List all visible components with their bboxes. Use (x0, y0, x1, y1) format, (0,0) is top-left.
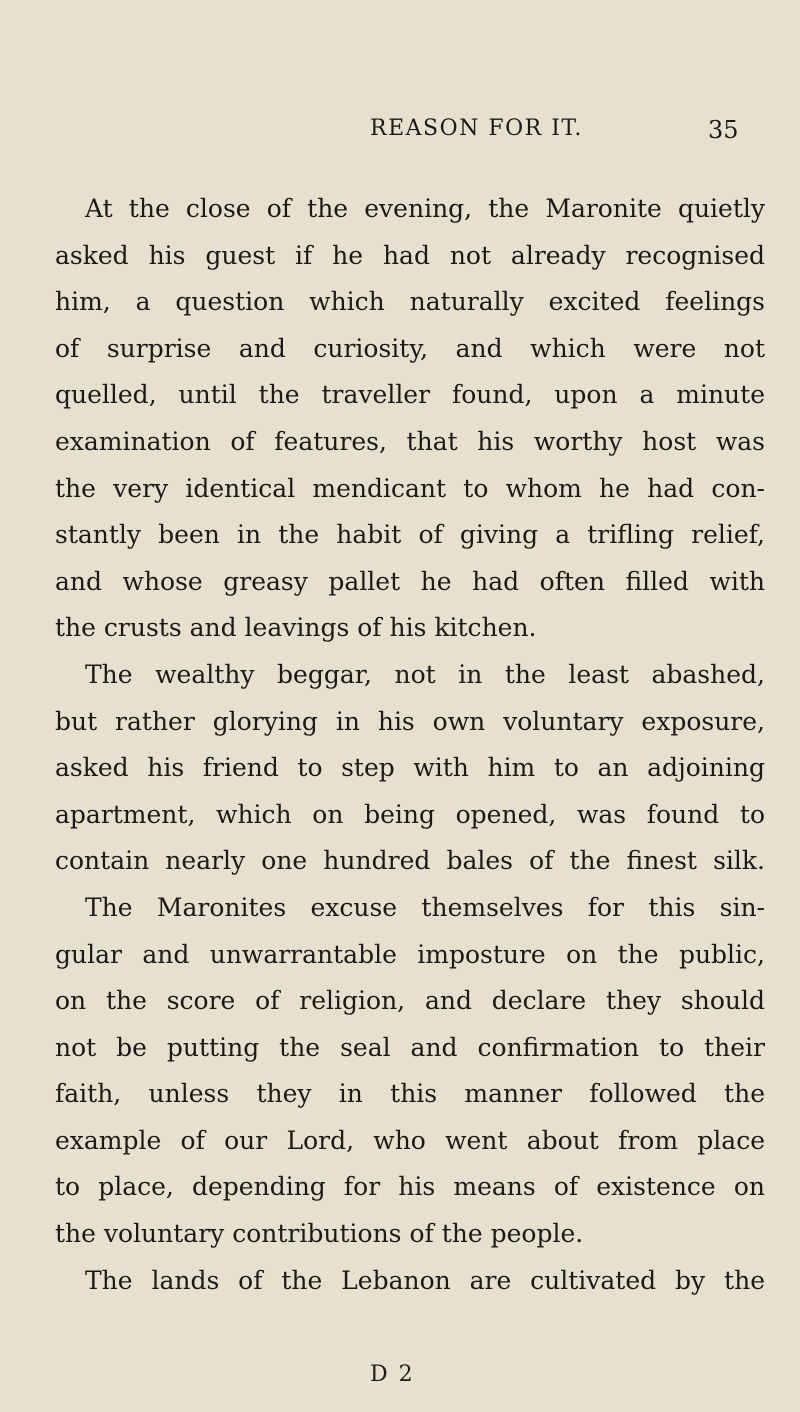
text-line: The Maronites excuse themselves for this sin- (85, 892, 765, 922)
text-line: to place, depending for his means of existence on (55, 1172, 765, 1202)
page-number: 35 (708, 116, 739, 144)
text-line: the very identical mendicant to whom he had con- (55, 473, 765, 503)
text-line: apartment, which on being opened, was found to (55, 799, 765, 829)
text-line: not be putting the seal and confirmation to their (55, 1032, 765, 1062)
text-line: gular and unwarrantable imposture on the public, (55, 939, 765, 969)
running-head (0, 116, 800, 146)
text-line: faith, unless they in this manner followed the (55, 1079, 765, 1109)
text-line: the crusts and leavings of his kitchen. (55, 613, 537, 643)
text-line: At the close of the evening, the Maronite quietly (85, 194, 765, 223)
text-line: The lands of the Lebanon are cultivated by the (85, 1265, 765, 1295)
running-title: REASON FOR IT. (370, 116, 583, 141)
text-line: but rather glorying in his own voluntary exposure, (55, 706, 765, 736)
text-line: The wealthy beggar, not in the least abashed, (85, 659, 765, 689)
text-line: stantly been in the habit of giving a trifling relief, (55, 520, 765, 550)
text-line: contain nearly one hundred bales of the finest silk. (55, 846, 765, 876)
signature-mark: D 2 (370, 1362, 415, 1387)
text-line: him, a question which naturally excited feelings (55, 287, 765, 317)
text-line: the voluntary contributions of the people. (55, 1219, 584, 1249)
body-text (55, 186, 765, 1304)
text-line: and whose greasy pallet he had often filled with (55, 566, 765, 596)
text-line: of surprise and curiosity, and which were not (55, 333, 765, 363)
text-line: quelled, until the traveller found, upon a minute (55, 380, 765, 410)
text-line: examination of features, that his worthy host was (55, 426, 765, 456)
text-line: asked his friend to step with him to an adjoining (55, 753, 765, 783)
text-line: on the score of religion, and declare they should (55, 986, 765, 1016)
text-line: asked his guest if he had not already recognised (55, 240, 765, 270)
text-line: example of our Lord, who went about from place (55, 1125, 765, 1155)
